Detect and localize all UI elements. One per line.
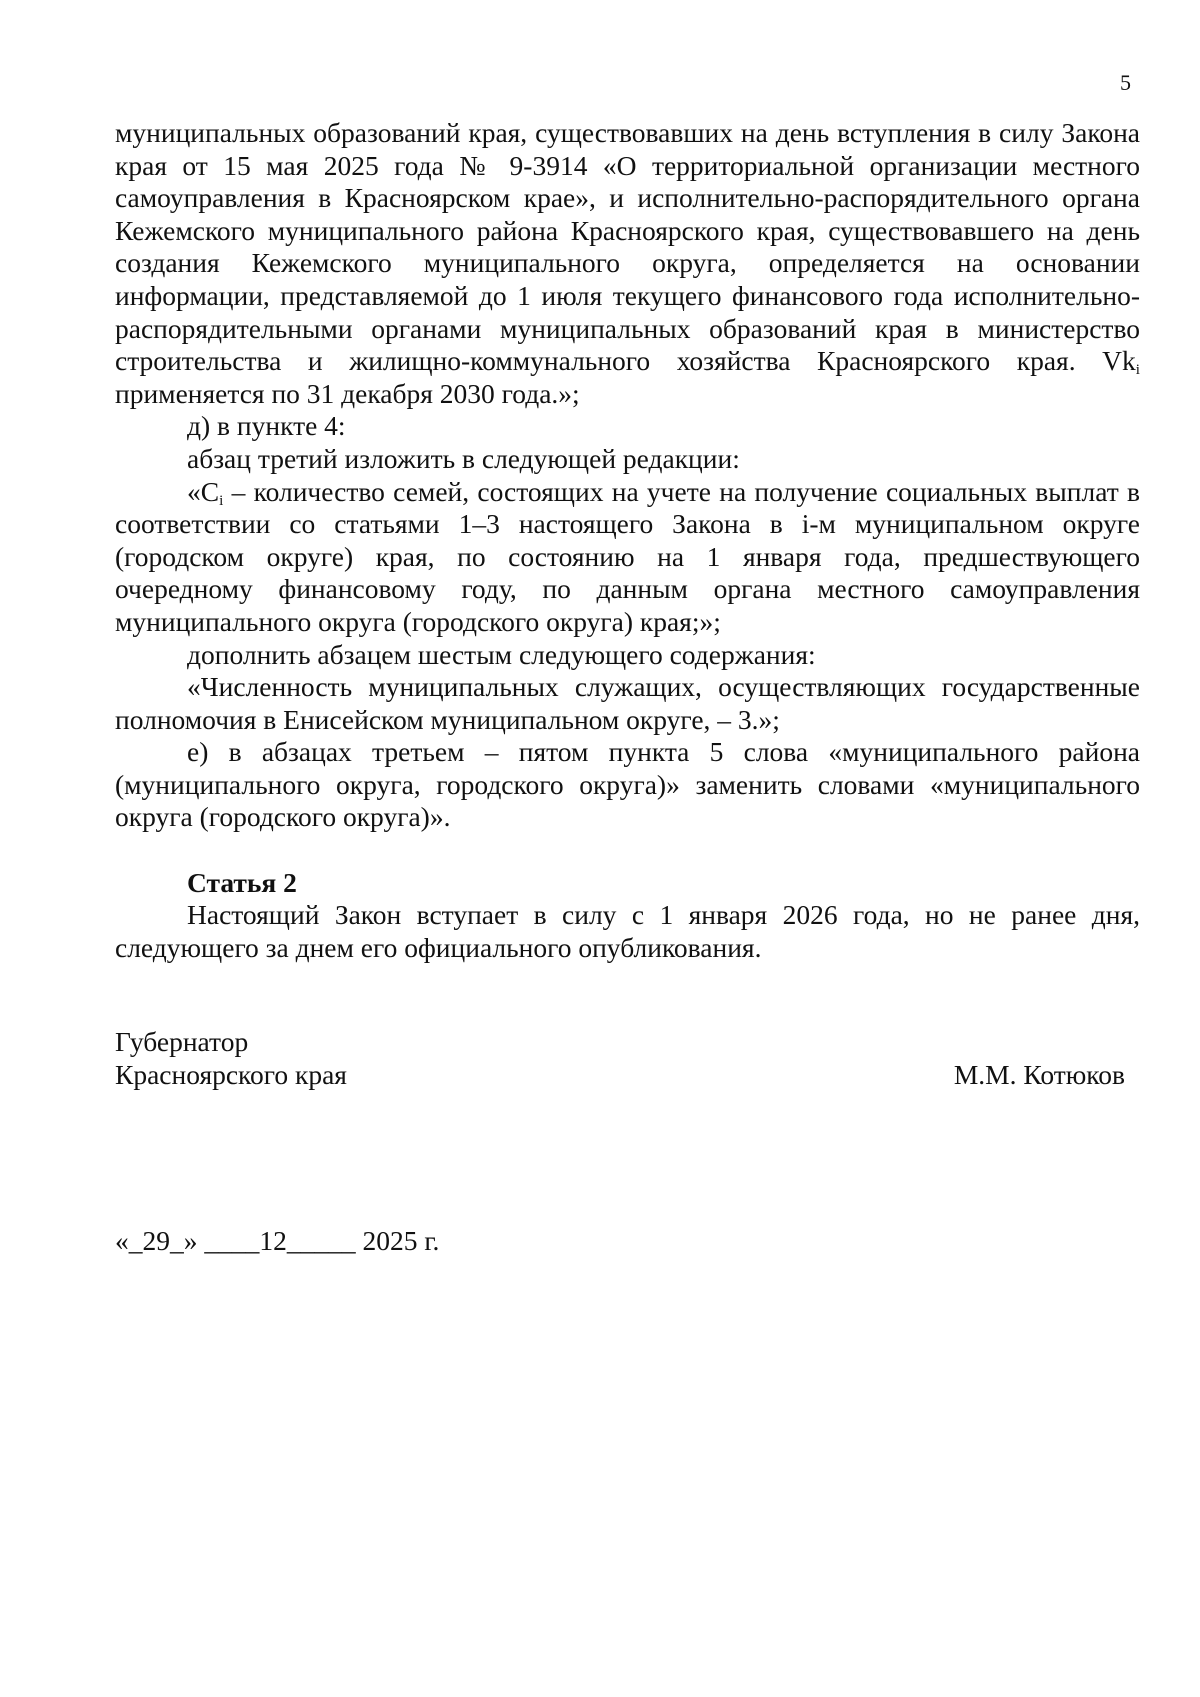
page-number: 5 xyxy=(1120,70,1131,95)
document-body xyxy=(115,117,1140,964)
signature-block xyxy=(115,1026,1125,1091)
date-line: «_29_» ____12_____ 2025 г. xyxy=(115,1225,440,1256)
paragraph-supplement: дополнить абзацем шестым следующего содержания: xyxy=(187,638,816,670)
paragraph-instruction: абзац третий изложить в следующей редакции: xyxy=(187,442,740,474)
article-2-text: Настоящий Закон вступает в силу с 1 января 2026 года, но не ранее дня, следующего за днем его официального опубликования. xyxy=(115,899,1140,963)
signature-row xyxy=(115,1059,1125,1092)
signature-title-line-2: Красноярского края xyxy=(115,1058,347,1090)
paragraph-quote-ci: «$C_i$ – количество семей, состоящих на учете на получение социальных выплат в соответствии со статьями 1–3 настоящего Закона в i-м муниципальном округе (городском округе) края, по состоянию на 1 января года, предшествующего очередному финансовому году, по данным органа местного самоуправления муниципального округа (городского округа) края;»; xyxy=(115,475,1140,637)
paragraph-spacer xyxy=(115,834,1140,867)
paragraph-quote-servants: «Численность муниципальных служащих, осуществляющих государственные полномочия в Енисейском муниципальном округе, – 3.»; xyxy=(115,671,1140,735)
paragraph-item-d: д) в пункте 4: xyxy=(187,410,346,442)
paragraph-item-e: е) в абзацах третьем – пятом пункта 5 слова «муниципального района (муниципального округа, городского округа)» заменить словами «муниципального округа (городского округа)». xyxy=(115,736,1140,833)
signatory-name: М.М. Котюков xyxy=(953,1058,1125,1090)
signature-title-line-1: Губернатор xyxy=(115,1026,249,1057)
paragraph-continuation: муниципальных образований края, существовавших на день вступления в силу Закона края от 15 мая 2025 года № 9-3914 «О территориальной организации местного самоуправления в Красноярском крае», и исполнительно-распорядительного органа Кежемского муниципального района Красноярского края, существовавшего на день создания Кежемского муниципального округа, определяется на основании информации, представляемой до 1 июля текущего финансового года исполнительно-распорядительными органами муниципальных образований края в министерство строительства и жилищно-коммунального хозяйства Красноярского края. $Vk_i$ применяется по 31 декабря 2030 года.»; xyxy=(115,117,1140,409)
article-2-heading: Статья 2 xyxy=(187,866,297,898)
